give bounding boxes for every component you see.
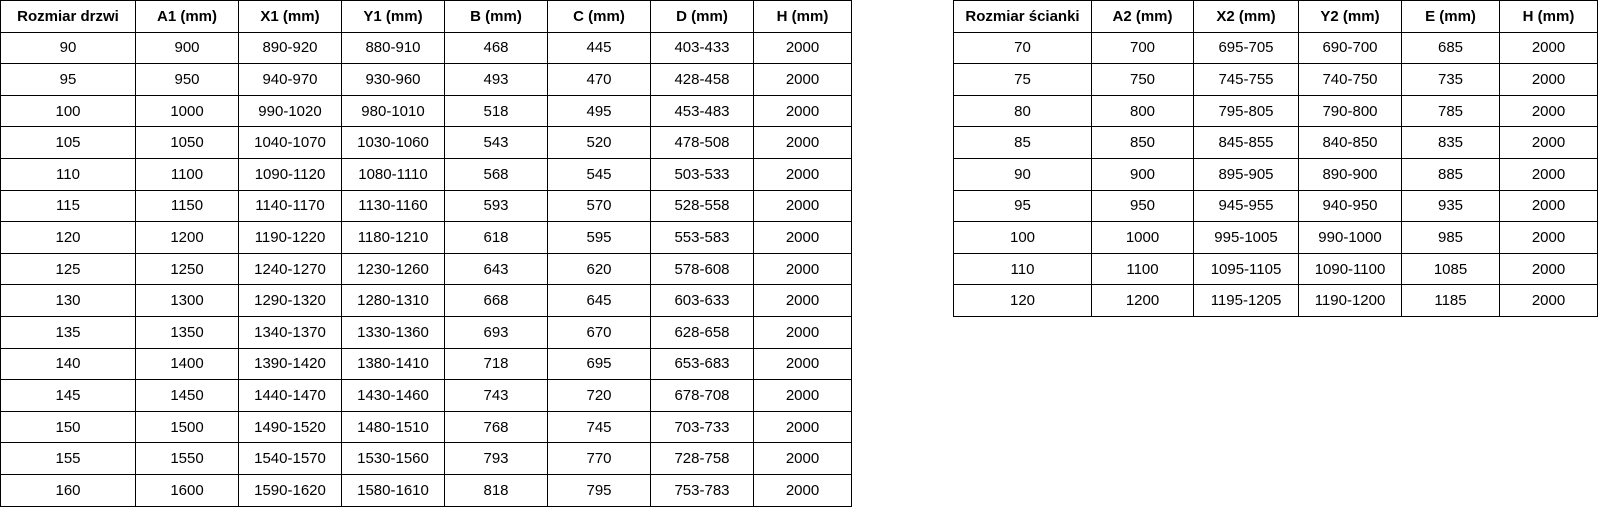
table-cell: 570 xyxy=(548,190,651,222)
table-cell: 935 xyxy=(1402,190,1500,222)
table-cell: 70 xyxy=(954,32,1092,64)
table-cell: 653-683 xyxy=(651,348,754,380)
table-cell: 520 xyxy=(548,127,651,159)
table-cell: 403-433 xyxy=(651,32,754,64)
table-row xyxy=(1,127,852,159)
table-row xyxy=(1,253,852,285)
table-cell: 1230-1260 xyxy=(342,253,445,285)
table-cell: 618 xyxy=(445,222,548,254)
column-header: X1 (mm) xyxy=(239,1,342,33)
table-cell: 1080-1110 xyxy=(342,158,445,190)
table-cell: 1440-1470 xyxy=(239,380,342,412)
table-row xyxy=(954,222,1598,254)
table-cell: 1100 xyxy=(136,158,239,190)
table-cell: 155 xyxy=(1,443,136,475)
table-cell: 445 xyxy=(548,32,651,64)
table-cell: 2000 xyxy=(754,411,852,443)
table-cell: 110 xyxy=(954,253,1092,285)
table-cell: 1280-1310 xyxy=(342,285,445,317)
table-cell: 543 xyxy=(445,127,548,159)
table-cell: 1500 xyxy=(136,411,239,443)
table-cell: 1530-1560 xyxy=(342,443,445,475)
table-cell: 2000 xyxy=(754,127,852,159)
table-cell: 2000 xyxy=(754,158,852,190)
table-row xyxy=(954,95,1598,127)
table-cell: 770 xyxy=(548,443,651,475)
table-cell: 2000 xyxy=(1500,32,1598,64)
table-cell: 578-608 xyxy=(651,253,754,285)
table-cell: 1540-1570 xyxy=(239,443,342,475)
table-row xyxy=(1,190,852,222)
table-cell: 793 xyxy=(445,443,548,475)
table-cell: 940-950 xyxy=(1299,190,1402,222)
table-cell: 1085 xyxy=(1402,253,1500,285)
table-cell: 130 xyxy=(1,285,136,317)
table-row xyxy=(954,127,1598,159)
table-cell: 628-658 xyxy=(651,316,754,348)
table-row xyxy=(1,222,852,254)
table-cell: 493 xyxy=(445,64,548,96)
table-cell: 95 xyxy=(954,190,1092,222)
table-cell: 1090-1120 xyxy=(239,158,342,190)
table-cell: 930-960 xyxy=(342,64,445,96)
table-cell: 850 xyxy=(1092,127,1194,159)
table-cell: 100 xyxy=(1,95,136,127)
table-cell: 1090-1100 xyxy=(1299,253,1402,285)
table-cell: 2000 xyxy=(1500,253,1598,285)
table-cell: 120 xyxy=(954,285,1092,317)
table-cell: 518 xyxy=(445,95,548,127)
table-cell: 2000 xyxy=(754,285,852,317)
table-cell: 2000 xyxy=(754,222,852,254)
table-cell: 90 xyxy=(954,158,1092,190)
table-cell: 470 xyxy=(548,64,651,96)
table-cell: 735 xyxy=(1402,64,1500,96)
table-cell: 2000 xyxy=(754,316,852,348)
table-row xyxy=(1,64,852,96)
table-cell: 2000 xyxy=(754,474,852,506)
table-cell: 645 xyxy=(548,285,651,317)
table-row xyxy=(1,443,852,475)
table-row xyxy=(1,158,852,190)
table-cell: 1350 xyxy=(136,316,239,348)
table-cell: 690-700 xyxy=(1299,32,1402,64)
table-cell: 1050 xyxy=(136,127,239,159)
table-cell: 428-458 xyxy=(651,64,754,96)
table-cell: 603-633 xyxy=(651,285,754,317)
table-row xyxy=(1,285,852,317)
column-header: Y1 (mm) xyxy=(342,1,445,33)
table-row xyxy=(1,32,852,64)
table-cell: 800 xyxy=(1092,95,1194,127)
table-cell: 2000 xyxy=(1500,222,1598,254)
table-row xyxy=(954,285,1598,317)
table-cell: 2000 xyxy=(754,348,852,380)
column-header: X2 (mm) xyxy=(1194,1,1299,33)
table-cell: 1180-1210 xyxy=(342,222,445,254)
table-cell: 2000 xyxy=(1500,190,1598,222)
table-row xyxy=(1,316,852,348)
table-cell: 1390-1420 xyxy=(239,348,342,380)
table-cell: 728-758 xyxy=(651,443,754,475)
table-cell: 2000 xyxy=(754,32,852,64)
table-cell: 643 xyxy=(445,253,548,285)
table-cell: 2000 xyxy=(754,380,852,412)
table-cell: 753-783 xyxy=(651,474,754,506)
table-cell: 950 xyxy=(1092,190,1194,222)
table-cell: 1195-1205 xyxy=(1194,285,1299,317)
table-cell: 553-583 xyxy=(651,222,754,254)
table-cell: 703-733 xyxy=(651,411,754,443)
column-header: C (mm) xyxy=(548,1,651,33)
table-cell: 150 xyxy=(1,411,136,443)
table-cell: 790-800 xyxy=(1299,95,1402,127)
table-cell: 1040-1070 xyxy=(239,127,342,159)
table-row xyxy=(954,253,1598,285)
column-header: Rozmiar drzwi xyxy=(1,1,136,33)
table-cell: 593 xyxy=(445,190,548,222)
table-cell: 1250 xyxy=(136,253,239,285)
table-row xyxy=(1,348,852,380)
table-cell: 115 xyxy=(1,190,136,222)
header-row xyxy=(954,1,1598,33)
table-cell: 75 xyxy=(954,64,1092,96)
table-cell: 2000 xyxy=(754,95,852,127)
table-cell: 900 xyxy=(136,32,239,64)
table-cell: 1430-1460 xyxy=(342,380,445,412)
table-cell: 1185 xyxy=(1402,285,1500,317)
table-cell: 2000 xyxy=(754,190,852,222)
table-cell: 785 xyxy=(1402,95,1500,127)
table-cell: 478-508 xyxy=(651,127,754,159)
column-header: Y2 (mm) xyxy=(1299,1,1402,33)
table-cell: 895-905 xyxy=(1194,158,1299,190)
table-row xyxy=(954,190,1598,222)
table-cell: 1100 xyxy=(1092,253,1194,285)
table-cell: 125 xyxy=(1,253,136,285)
column-header: H (mm) xyxy=(1500,1,1598,33)
table-cell: 1030-1060 xyxy=(342,127,445,159)
table-cell: 750 xyxy=(1092,64,1194,96)
table-cell: 890-920 xyxy=(239,32,342,64)
table-cell: 700 xyxy=(1092,32,1194,64)
table-cell: 795 xyxy=(548,474,651,506)
table-cell: 1450 xyxy=(136,380,239,412)
table-cell: 990-1000 xyxy=(1299,222,1402,254)
table-cell: 718 xyxy=(445,348,548,380)
table-cell: 100 xyxy=(954,222,1092,254)
table-cell: 1490-1520 xyxy=(239,411,342,443)
table-cell: 1000 xyxy=(136,95,239,127)
table-row xyxy=(1,474,852,506)
table-cell: 768 xyxy=(445,411,548,443)
table-cell: 985 xyxy=(1402,222,1500,254)
table-cell: 495 xyxy=(548,95,651,127)
table-cell: 950 xyxy=(136,64,239,96)
table-row xyxy=(954,158,1598,190)
table-cell: 140 xyxy=(1,348,136,380)
column-header: B (mm) xyxy=(445,1,548,33)
table-cell: 995-1005 xyxy=(1194,222,1299,254)
header-row xyxy=(1,1,852,33)
column-header: A1 (mm) xyxy=(136,1,239,33)
table-cell: 945-955 xyxy=(1194,190,1299,222)
table-cell: 2000 xyxy=(1500,95,1598,127)
column-header: E (mm) xyxy=(1402,1,1500,33)
table-cell: 1600 xyxy=(136,474,239,506)
table-cell: 795-805 xyxy=(1194,95,1299,127)
table-cell: 745-755 xyxy=(1194,64,1299,96)
table-cell: 670 xyxy=(548,316,651,348)
table-cell: 1240-1270 xyxy=(239,253,342,285)
table-cell: 620 xyxy=(548,253,651,285)
table-cell: 1480-1510 xyxy=(342,411,445,443)
table-cell: 1000 xyxy=(1092,222,1194,254)
table-cell: 695-705 xyxy=(1194,32,1299,64)
table-cell: 678-708 xyxy=(651,380,754,412)
table-cell: 720 xyxy=(548,380,651,412)
table-cell: 1150 xyxy=(136,190,239,222)
table-cell: 1190-1220 xyxy=(239,222,342,254)
table-cell: 890-900 xyxy=(1299,158,1402,190)
table-cell: 1200 xyxy=(136,222,239,254)
table-cell: 745 xyxy=(548,411,651,443)
table-cell: 2000 xyxy=(1500,158,1598,190)
table-cell: 835 xyxy=(1402,127,1500,159)
table-cell: 1380-1410 xyxy=(342,348,445,380)
table-cell: 453-483 xyxy=(651,95,754,127)
table-cell: 980-1010 xyxy=(342,95,445,127)
table-cell: 568 xyxy=(445,158,548,190)
table-cell: 1190-1200 xyxy=(1299,285,1402,317)
table-cell: 2000 xyxy=(1500,64,1598,96)
table-row xyxy=(1,380,852,412)
table-cell: 90 xyxy=(1,32,136,64)
table-cell: 160 xyxy=(1,474,136,506)
table-cell: 1400 xyxy=(136,348,239,380)
table-cell: 80 xyxy=(954,95,1092,127)
table-cell: 1290-1320 xyxy=(239,285,342,317)
table-cell: 528-558 xyxy=(651,190,754,222)
table-cell: 845-855 xyxy=(1194,127,1299,159)
table-cell: 2000 xyxy=(754,64,852,96)
column-header: H (mm) xyxy=(754,1,852,33)
table-cell: 545 xyxy=(548,158,651,190)
table-cell: 145 xyxy=(1,380,136,412)
table-cell: 1550 xyxy=(136,443,239,475)
table-cell: 1140-1170 xyxy=(239,190,342,222)
wall-panel-size-table xyxy=(953,0,1598,317)
table-cell: 120 xyxy=(1,222,136,254)
table-cell: 2000 xyxy=(754,443,852,475)
table-cell: 135 xyxy=(1,316,136,348)
table-cell: 668 xyxy=(445,285,548,317)
table-cell: 940-970 xyxy=(239,64,342,96)
table-cell: 595 xyxy=(548,222,651,254)
table-cell: 1590-1620 xyxy=(239,474,342,506)
table-row xyxy=(1,411,852,443)
table-cell: 468 xyxy=(445,32,548,64)
table-cell: 1095-1105 xyxy=(1194,253,1299,285)
table-cell: 1330-1360 xyxy=(342,316,445,348)
table-cell: 2000 xyxy=(1500,285,1598,317)
table-cell: 1130-1160 xyxy=(342,190,445,222)
table-cell: 885 xyxy=(1402,158,1500,190)
table-row xyxy=(1,95,852,127)
table-cell: 1300 xyxy=(136,285,239,317)
table-cell: 85 xyxy=(954,127,1092,159)
column-header: D (mm) xyxy=(651,1,754,33)
table-cell: 685 xyxy=(1402,32,1500,64)
table-cell: 2000 xyxy=(754,253,852,285)
table-cell: 95 xyxy=(1,64,136,96)
table-cell: 743 xyxy=(445,380,548,412)
table-cell: 1340-1370 xyxy=(239,316,342,348)
table-cell: 110 xyxy=(1,158,136,190)
column-header: Rozmiar ścianki xyxy=(954,1,1092,33)
table-cell: 990-1020 xyxy=(239,95,342,127)
table-cell: 1580-1610 xyxy=(342,474,445,506)
table-cell: 740-750 xyxy=(1299,64,1402,96)
column-header: A2 (mm) xyxy=(1092,1,1194,33)
table-cell: 818 xyxy=(445,474,548,506)
table-cell: 1200 xyxy=(1092,285,1194,317)
table-cell: 695 xyxy=(548,348,651,380)
table-cell: 693 xyxy=(445,316,548,348)
table-cell: 105 xyxy=(1,127,136,159)
table-cell: 503-533 xyxy=(651,158,754,190)
table-cell: 2000 xyxy=(1500,127,1598,159)
table-cell: 900 xyxy=(1092,158,1194,190)
table-row xyxy=(954,64,1598,96)
table-cell: 840-850 xyxy=(1299,127,1402,159)
table-row xyxy=(954,32,1598,64)
table-cell: 880-910 xyxy=(342,32,445,64)
